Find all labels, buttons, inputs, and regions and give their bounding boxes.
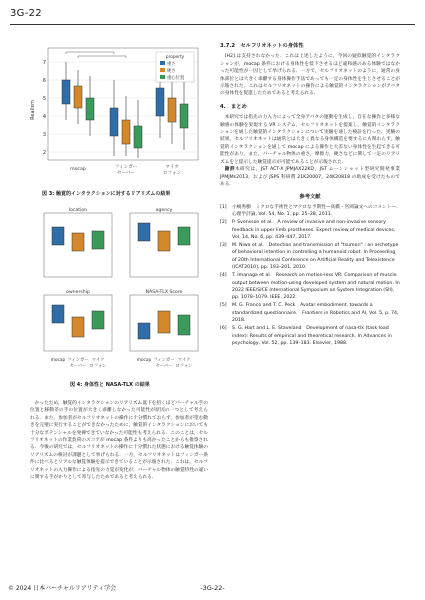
fig4-panel-ownership [44,289,112,351]
figure-3-realism-chart [26,40,206,190]
fig4-panel-title-nasa-tlx: NASA-TLX Score [145,290,183,295]
header-rule [10,24,415,25]
reference-item: [3] M. Niwa et al. Detection and transmission of "tsumori" : an archetype of behavioral intention in controlling a humanoid robot. In Proceeding of 20th International Conference on Artificial Reality and Telexistence (ICAT2010), pp. 193–201, 2010. [220,242,399,271]
section-4-text: 本研究では指先の力入力によって全身アバタの運動を生成し，自在な操作と多様な触感の体験を実現する VR システム，セルフリオネットを提案し，触覚的インタラクションを通した触覚的インタラクションについて実験を通した検証を行った．実験の結果，セルフリオネットは通常とは大きく異なる身体構造を要するにも関わらず，触覚的インタラクションを通して mocap による操作と大差ない身体性を生起できる可能性があり，また，バーチャル物体の重さ，摩擦力，硬さなどに関して一定のリアリズムをと提示した触覚提示が可能であることが示唆された． [220,115,400,165]
fig4-panel-title-location: location [68,208,88,213]
footer-copyright: © 2024 日本バーチャルリアリティ学会 [8,585,117,592]
reference-item: [5] M. G. Franco and T. C. Peck Avatar embodiment. towards a standardized questionnaire. Frontiers in Robotics and AI, Vol. 5, p. 74, 2018. [220,303,399,324]
reference-item: [4] T. Imanaga et al. Research on motion-less VR: Comparison of muscle output between motion-using developed system and natural motion. In 2022 IEEE/SICE International Symposium on System Integration (SII), pp. 1078–1079. IEEE, 2022. [220,273,400,301]
section-3-7-2-title: 3.7.2 セルフリオネットの身体性 [220,43,304,49]
reference-list [220,204,400,348]
fig3-y-axis-label: Realism [30,100,36,120]
fig4-panel-nasa-tlx [130,289,198,351]
fig4-panel-agency [130,208,198,277]
fig3-legend [156,52,194,82]
fig3-xcat-1: フィンガー [114,165,138,170]
page-header: 3G-22 [10,8,42,19]
reference-item: [1] 小嶋秀樹 ミクロな手術性とマクロな予期性—高橋・宮岡論文へのコメント—. 心理学評論, Vol. 54, No. 1, pp. 25–28, 2011. [220,204,398,218]
fig3-xcat-0: mocap [70,167,86,172]
fig3-legend-item-1: 硬さ [167,69,176,74]
figure-4-caption: 図 4: 身体性と NASA-TLX の結果 [70,382,150,388]
svg-text:マイク: マイク [91,358,105,363]
fig3-legend-item-2: 重心位置 [167,76,185,81]
svg-text:ロフォン: ロフォン [89,364,107,369]
fig3-legend-item-0: 重さ [167,62,176,67]
svg-text:フィンガー: フィンガー [67,358,89,363]
svg-text:4: 4 [42,114,46,120]
svg-text:マイク: マイク [177,358,191,363]
references-title: 参考文献 [299,194,321,201]
acknowledgment-text: 本研究は，JST ACT-X JPMJAX22KD，JST ムーンショット型研究開発事業 JPMJMs2013，および JSPS 科研費 21K20007，24K20818 の助成を受けたものである． [220,167,400,187]
svg-text:7: 7 [42,60,46,66]
left-body-paragraph: かったため，触覚的インタラクションのリアリズム低下を招くほどバーチャル手の位置と移動差の手の位置が大きく乖離しなかった可能性が原因の一つとして考えられる．また，参加者がセルフリオネットの操作に十分慣れておらず，参加者が望む動きを完璧に実行することができなかったために，触覚的インタラクションにおいても十分なポテンシャルを発揮できていなかった可能性も考えられる．このことは，セルフリオネットの作業負荷のスコアが mocap 条件よりも高かったことからも推察される．今後の研究では，セルフリオネットの操作に十分慣れた状態における触覚体験のリアリズムの検討が課題として挙げられる．一方，セルフリオネットはフィンガー条件に比べるとリアルな触覚体験を提示できていることが示唆された．これは，セルフリオネットの入力操作による指先の力覚が変化が，バーチャル物体の触覚特性の違いに関する手がかりとして寄与したためであると考えられる． [30,401,208,481]
figure-4-embodiment-chart [26,205,206,380]
svg-text:6: 6 [42,78,46,84]
svg-text:セーバー: セーバー [69,364,87,369]
svg-text:2: 2 [42,150,46,156]
svg-text:ロフォン: ロフォン [175,364,193,369]
section-3-7-2-text: [H2] は支持されなかった．これは上述したように，今回の疑似触覚的インタラクションが，mocap 条件における身体性を低下させるほど違和感のある体験ではなかった可能性が一因として挙げられる．一方で，セルフリオネットのように，通常の身体部位とは大きく乖離する身体操作手法であっても一定の身体性を生じさせることが示唆された．これはセルフリオネットの操作による触覚的インタラクションがアバタの身体性を促進したためであると考えられる． [220,54,400,97]
acknowledgment-label: 謝辞 [224,167,235,173]
reference-item: [2] P. Svensson et al. A review of invasive and non-invasive sensory feedback in upper limb prostheses. Expert review of medical devices, Vol. 14, No. 6, pp. 439–447, 2017. [220,220,396,240]
reference-item: [6] S. G. Hart and L. E. Staveland Development of nasa-tlx (task load index): Results of empirical and theoretical research. In Advances in psychology, Vol. 52, pp. 139–183. Elsevier, 1988. [220,326,392,346]
fig3-legend-title: property [165,55,185,60]
acknowledgment [220,166,400,188]
fig4-panel-location [44,207,112,277]
footer-page-number: -3G-22- [200,584,225,592]
fig4-panel-title-agency: agency [155,208,173,213]
svg-text:フィンガー: フィンガー [153,358,175,363]
fig4-xcat-0: mocap [50,358,66,363]
fig4-panel-title-ownership: ownership [66,290,90,295]
svg-text:5: 5 [42,96,46,102]
figure-3-caption: 図 3: 触覚的インタラクションに対するリアリズムの結果 [42,191,171,197]
fig3-xcat-1b: セーバー [117,171,135,176]
svg-text:セーバー: セーバー [155,364,173,369]
fig3-xcat-2b: ロフォン [162,171,182,176]
svg-text:3: 3 [42,132,46,138]
fig3-xcat-2: マイク [165,165,179,170]
section-4-title: 4. まとめ [220,103,247,110]
svg-text:mocap: mocap [136,358,152,363]
